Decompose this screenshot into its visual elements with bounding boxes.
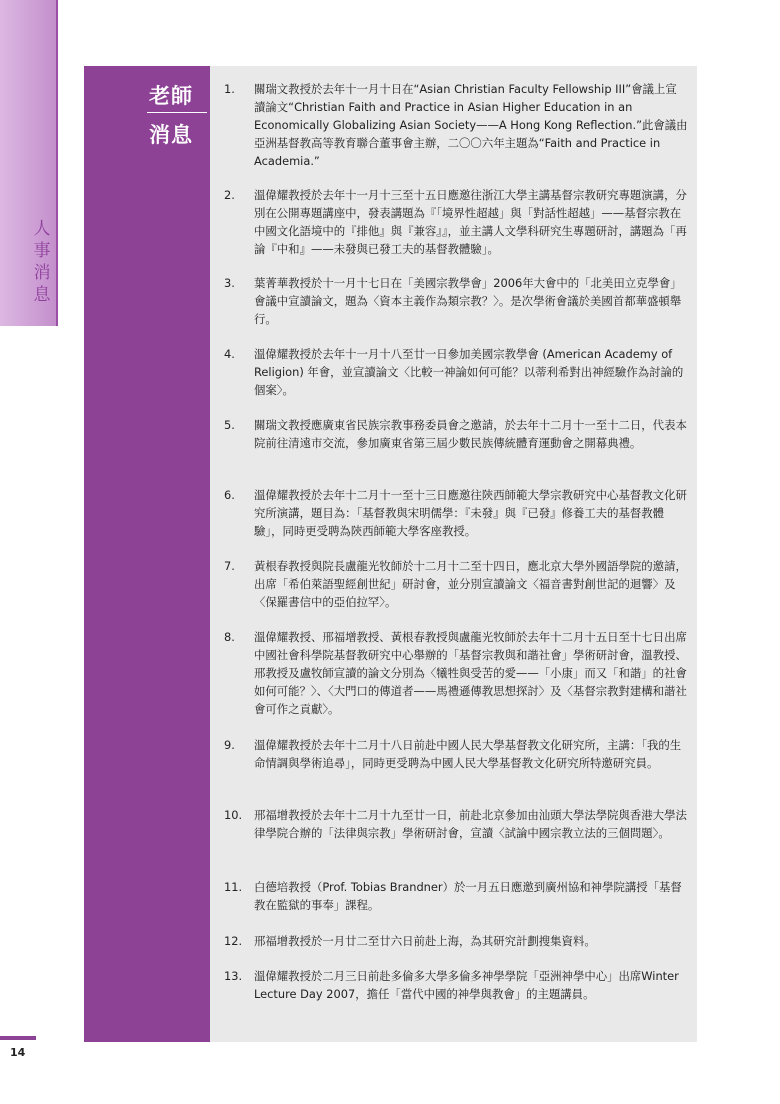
list-item: [224, 345, 688, 399]
list-item: [224, 186, 688, 258]
item-text: 溫偉耀教授於去年十二月十八日前赴中國人民大學基督教文化研究所，主講：「我的生命情調與學術追尋」，同時更受聘為中國人民大學基督教文化研究所特邀研究員。: [254, 738, 682, 770]
list-item: [224, 806, 688, 842]
list-item: [224, 628, 688, 718]
footer-accent-bar: [0, 1036, 36, 1040]
list-item: [224, 932, 688, 950]
section-title-char: 息: [33, 285, 51, 305]
item-text: 黃根春教授與院長盧龍光牧師於十二月十二至十四日，應北京大學外國語學院的邀請，出席「希伯萊語聖經創世紀」研討會，並分別宣讀論文〈福音書對創世記的迴響〉及〈保羅書信中的亞伯拉罕〉。: [254, 559, 687, 609]
item-number: 7.: [224, 559, 235, 573]
list-item: [224, 274, 688, 328]
item-text: 溫偉耀教授於去年十一月十八至廿一日參加美國宗教學會 (American Academy of Religion) 年會，並宣讀論文〈比較一神論如何可能？以蒂利希對出神經驗作為討論的個案〉。: [254, 347, 684, 397]
item-text: 邢福增教授於一月廿二至廿六日前赴上海，為其研究計劃搜集資料。: [254, 934, 596, 948]
column-title-line2: 消息: [149, 123, 193, 147]
item-text: 溫偉耀教授於去年十二月十一至十三日應邀往陝西師範大學宗教研究中心基督教文化研究所演講，題目為：「基督教與宋明儒學：『未發』與『已發』修養工夫的基督教體驗」，同時更受聘為陝西師範大學客座教授。: [254, 488, 687, 538]
column-title: [149, 80, 205, 149]
list-item: [224, 80, 688, 170]
page-number: 14: [10, 1046, 26, 1059]
item-number: 13.: [224, 969, 243, 983]
column-title-line1: 老師: [149, 84, 193, 108]
item-number: 12.: [224, 934, 243, 948]
section-title-char: 事: [33, 241, 51, 261]
item-number: 3.: [224, 276, 235, 290]
item-number: 4.: [224, 347, 235, 361]
item-number: 6.: [224, 488, 235, 502]
item-text: 關瑞文教授應廣東省民族宗教事務委員會之邀請，於去年十二月十一至十二日，代表本院前往清遠市交流，參加廣東省第三屆少數民族傳統體育運動會之開幕典禮。: [254, 418, 687, 450]
item-number: 5.: [224, 418, 235, 432]
item-text: 溫偉耀教授、邢福增教授、黃根春教授與盧龍光牧師於去年十二月十五日至十七日出席中國社會科學院基督教研究中心舉辦的「基督宗教與和諧社會」學術研討會，溫教授、邢教授及盧牧師宣讀的論文分別為〈犧牲與受苦的愛——「小康」而又「和諧」的社會如何可能？〉、〈大門口的傳道者——馬禮遜傳教思想探討〉及〈基督宗教對建構和諧社會可作之貢獻〉。: [254, 630, 687, 716]
column-title-divider: [147, 112, 207, 113]
list-item: [224, 736, 688, 772]
item-text: 邢福增教授於去年十二月十九至廿一日，前赴北京參加由汕頭大學法學院與香港大學法律學院合辦的「法律與宗教」學術研討會，宣讀〈試論中國宗教立法的三個問題〉。: [254, 808, 687, 840]
item-number: 9.: [224, 738, 235, 752]
list-item: [224, 967, 688, 1003]
list-item: [224, 486, 688, 540]
item-text: 溫偉耀教授於二月三日前赴多倫多大學多倫多神學學院「亞洲神學中心」出席Winter Lecture Day 2007，擔任「當代中國的神學與教會」的主題講員。: [254, 969, 679, 1001]
section-title-char: 人: [33, 219, 51, 239]
item-text: 溫偉耀教授於去年十一月十三至十五日應邀往浙江大學主講基督宗教研究專題演講，分別在公開專題講座中，發表講題為『「境界性超越」與「對話性超越」——基督宗教在中國文化語境中的『排他』與『兼容』』，並主講人文學科研究生專題研討，講題為「再論『中和』——未發與已發工夫的基督教體驗」。: [254, 188, 687, 256]
item-number: 8.: [224, 630, 235, 644]
item-number: 11.: [224, 880, 243, 894]
side-tab-rule: [56, 0, 58, 326]
list-item: [224, 878, 688, 914]
list-item: [224, 416, 688, 452]
item-number: 2.: [224, 188, 235, 202]
item-number: 1.: [224, 82, 235, 96]
item-text: 葉菁華教授於十一月十七日在「美國宗教學會」2006年大會中的「北美田立克學會」會議中宣讀論文，題為〈資本主義作為類宗教？〉。是次學術會議於美國首都華盛頓舉行。: [254, 276, 682, 326]
item-text: 白德培教授（Prof. Tobias Brandner）於一月五日應邀到廣州協和神學院講授「基督教在監獄的事奉」課程。: [254, 880, 682, 912]
list-item: [224, 557, 688, 611]
section-title-char: 消: [33, 263, 51, 283]
item-number: 10.: [224, 808, 243, 822]
item-text: 關瑞文教授於去年十一月十日在“Asian Christian Faculty Fellowship III”會議上宣讀論文“Christian Faith and Practice in Asian Higher Education in an Economically Globalizing Asian Society——A Hong Kong Reflection.”此會議由亞洲基督教高等教育聯合董事會主辦，二〇〇六年主題為“Faith and Practice in Academia.”: [254, 82, 688, 168]
sidebar-column: [84, 66, 210, 1042]
section-title: [30, 218, 54, 306]
